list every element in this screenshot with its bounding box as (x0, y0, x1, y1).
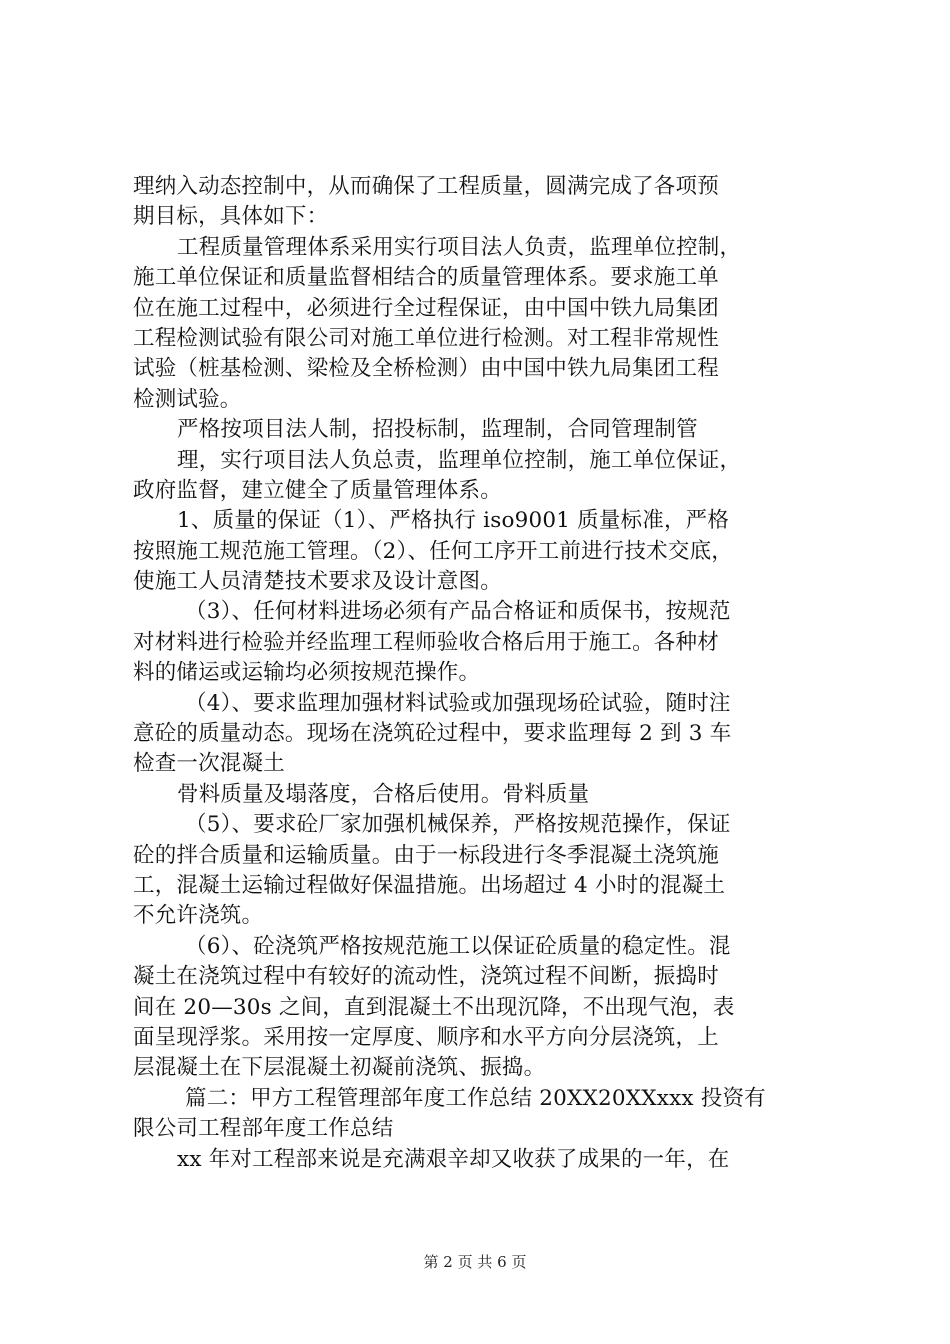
text-line: 工程质量管理体系采用实行项目法人负责，监理单位控制， (177, 234, 742, 260)
text-line: 理，实行项目法人负总责，监理单位控制，施工单位保证， (177, 447, 742, 473)
text-line: 检查一次混凝土 (133, 751, 285, 777)
text-line: 对材料进行检验并经监理工程师验收合格后用于施工。各种材 (133, 629, 719, 655)
text-line: 料的储运或运输均必须按规范操作。 (133, 660, 481, 686)
page-number-footer: 第 2 页 共 6 页 (423, 1253, 527, 1271)
text-line: 政府监督，建立健全了质量管理体系。 (133, 477, 502, 503)
text-line: 间在 20—30s 之间，直到混凝土不出现沉降，不出现气泡，表 (133, 994, 735, 1020)
text-line: 层混凝土在下层混凝土初凝前浇筑、振捣。 (133, 1055, 546, 1081)
text-line: 试验（桩基检测、梁检及全桥检测）由中国中铁九局集团工程 (133, 356, 719, 382)
text-line: 不允许浇筑。 (133, 903, 264, 929)
text-line: 使施工人员清楚技术要求及设计意图。 (133, 569, 502, 595)
text-line: （3）、任何材料进场必须有产品合格证和质保书，按规范 (185, 599, 731, 625)
text-line: 检测试验。 (133, 386, 242, 412)
text-line: 1、质量的保证（1）、严格执行 iso9001 质量标准，严格 (177, 508, 730, 534)
text-line: 凝土在浇筑过程中有较好的流动性，浇筑过程不间断，振捣时 (133, 964, 719, 990)
text-line: 工，混凝土运输过程做好保温措施。出场超过 4 小时的混凝土 (133, 872, 726, 898)
text-line: 篇二：甲方工程管理部年度工作总结 20XX20XXxxx 投资有 (185, 1085, 766, 1111)
text-line: （4）、要求监理加强材料试验或加强现场砼试验，随时注 (185, 690, 731, 716)
text-line: 按照施工规范施工管理。（2）、任何工序开工前进行技术交底， (133, 538, 733, 564)
text-line: xx 年对工程部来说是充满艰辛却又收获了成果的一年，在 (177, 1146, 730, 1172)
text-line: 骨料质量及塌落度，合格后使用。骨料质量 (177, 781, 590, 807)
text-line: 施工单位保证和质量监督相结合的质量管理体系。要求施工单 (133, 265, 719, 291)
text-line: 严格按项目法人制，招投标制，监理制，合同管理制管 (177, 417, 698, 443)
text-line: （5）、要求砼厂家加强机械保养，严格按规范操作，保证 (185, 812, 731, 838)
text-line: 期目标，具体如下： (133, 204, 329, 230)
text-line: （6）、砼浇筑严格按规范施工以保证砼质量的稳定性。混 (185, 933, 731, 959)
text-line: 位在施工过程中，必须进行全过程保证，由中国中铁九局集团 (133, 295, 719, 321)
text-line: 理纳入动态控制中，从而确保了工程质量，圆满完成了各项预 (133, 174, 719, 199)
text-line: 工程检测试验有限公司对施工单位进行检测。对工程非常规性 (133, 325, 719, 351)
document-body (133, 172, 833, 1175)
text-line: 限公司工程部年度工作总结 (133, 1116, 394, 1142)
text-line: 面呈现浮浆。采用按一定厚度、顺序和水平方向分层浇筑，上 (133, 1024, 719, 1050)
text-line: 砼的拌合质量和运输质量。由于一标段进行冬季混凝土浇筑施 (133, 842, 719, 868)
text-line: 意砼的质量动态。现场在浇筑砼过程中，要求监理每 2 到 3 车 (133, 721, 732, 747)
